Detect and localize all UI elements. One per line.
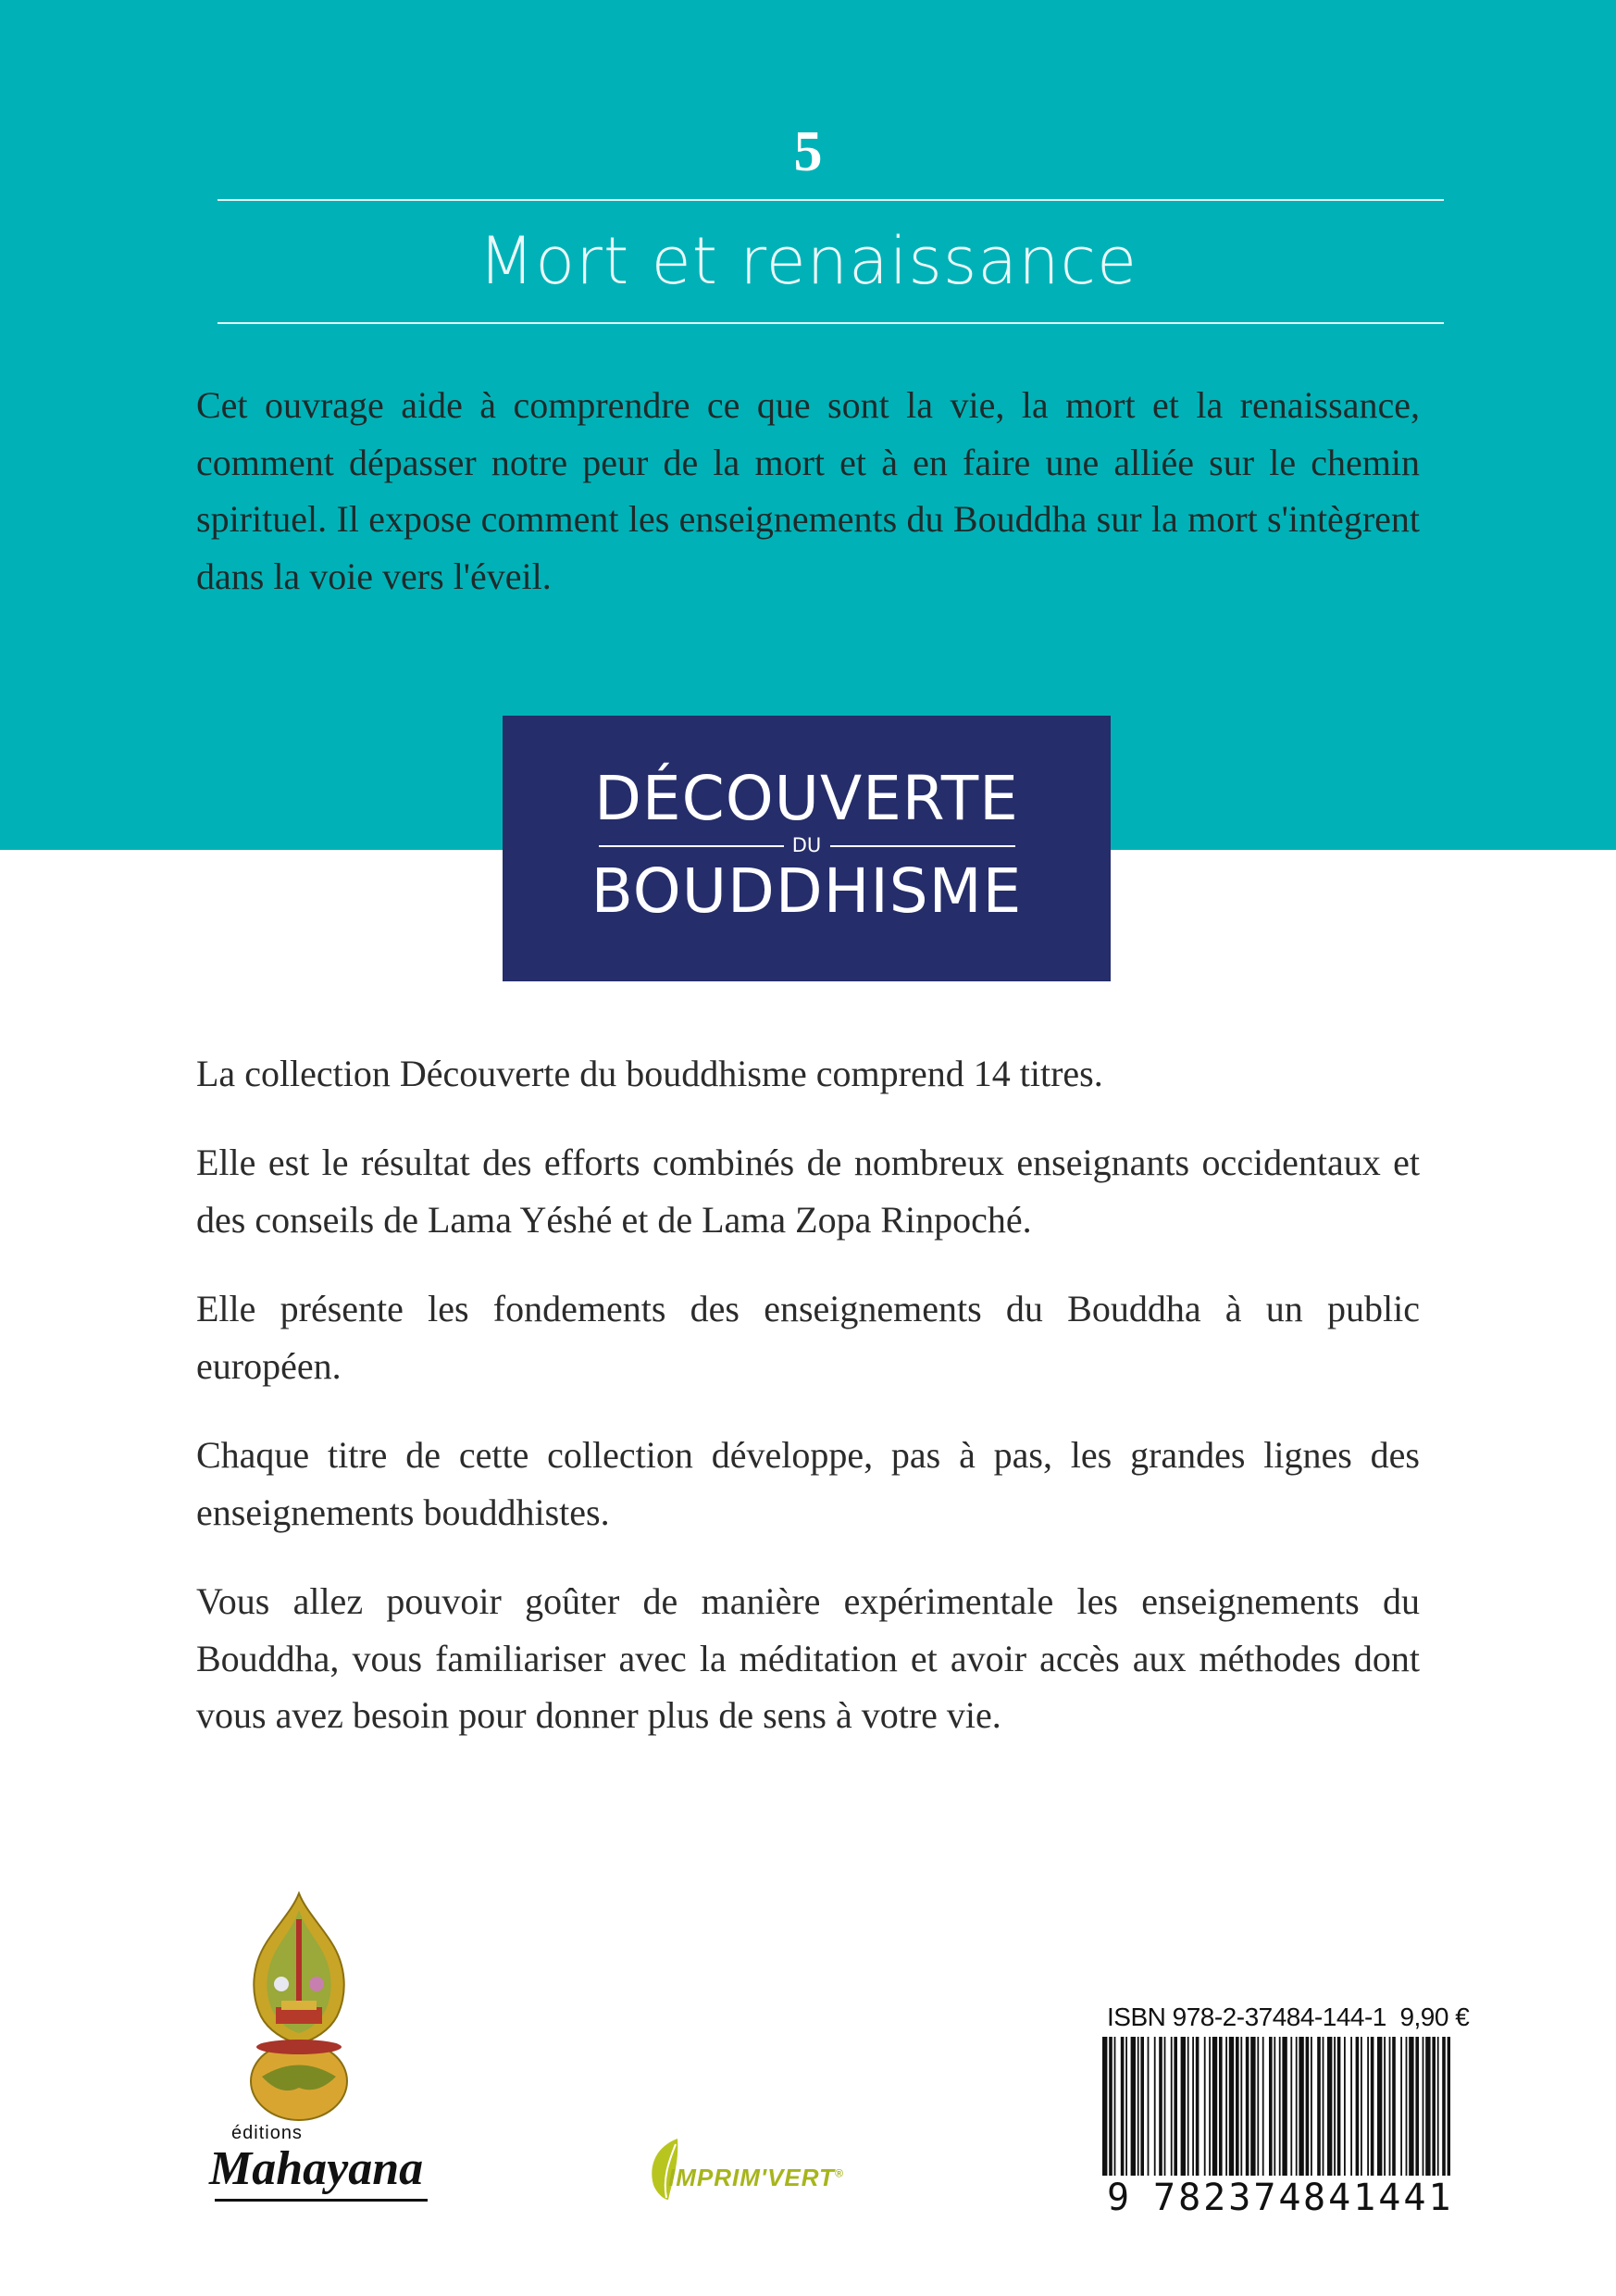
barcode-bar [1174,2037,1177,2176]
barcode-bar [1409,2037,1413,2176]
barcode-bar [1350,2037,1352,2176]
barcode-bar [1154,2037,1156,2176]
barcode-bar [1377,2037,1382,2176]
price: 9,90 € [1399,2003,1470,2031]
publisher-underline [215,2199,428,2202]
imprim-vert-label [668,2164,844,2192]
barcode-bar [1367,2037,1369,2176]
barcode-bar [1164,2037,1166,2176]
badge-line-decouverte: DÉCOUVERTE [594,763,1019,834]
collection-paragraph: Vous allez pouvoir goûter de manière expérimentale les enseignements du Bouddha, vous familiariser avec la méditation et avoir accès aux méthodes dont vous avez besoin pour donner plus de sens à votre vie. [196,1580,1420,1736]
barcode-bar [1311,2037,1312,2176]
barcode-bar [1148,2037,1150,2176]
collection-paragraph: Chaque titre de cette collection développe, pas à pas, les grandes lignes des enseignements bouddhistes. [196,1434,1420,1533]
barcode-bar [1323,2037,1324,2176]
barcode-bar [1192,2037,1194,2176]
imprim-vert-text: IMPRIM'VERT [668,2164,835,2191]
barcode-bar [1371,2037,1374,2176]
barcode-bar [1257,2037,1259,2176]
barcode-bar [1392,2037,1396,2176]
barcode-bar [1279,2037,1281,2176]
book-blurb: Cet ouvrage aide à comprendre ce que sont la vie, la mort et la renaissance, comment dépasser notre peur de la mort et à en faire une alliée sur le chemin spirituel. Il expose comment les enseignements du Bouddha sur la mort s'intègrent dans la voie vers l'éveil. [196,384,1420,597]
barcode-bar [1389,2037,1391,2176]
barcode-bar [1384,2037,1386,2176]
barcode-bar [1327,2037,1332,2176]
barcode-bar [1290,2037,1292,2176]
barcode-bar [1204,2037,1206,2176]
barcode-bar [1361,2037,1362,2176]
barcode-bar [1140,2037,1144,2176]
barcode [1100,2037,1450,2176]
badge-rule-right [830,845,1015,847]
title-rule-bottom [218,322,1444,324]
barcode-bar [1274,2037,1275,2176]
collection-paragraph: Elle présente les fondements des enseignements du Bouddha à un public européen. [196,1288,1420,1387]
barcode-bar [1337,2037,1341,2176]
barcode-bar [1400,2037,1402,2176]
barcode-bar [1442,2037,1446,2176]
barcode-bar [1437,2037,1439,2176]
barcode-bar [1306,2037,1310,2176]
barcode-bar [1356,2037,1360,2176]
barcode-bar [1432,2037,1436,2176]
barcode-bar [1114,2037,1116,2176]
barcode-bar [1209,2037,1211,2176]
barcode-bar [1282,2037,1287,2176]
volume-number: 5 [793,120,823,183]
collection-badge [503,716,1111,981]
barcode-bar [1246,2037,1249,2176]
barcode-bar [1448,2037,1450,2176]
barcode-right-digits: 841441 [1303,2177,1454,2219]
publisher-small-label: éditions [231,2123,303,2143]
barcode-bar [1262,2037,1264,2176]
barcode-bar [1269,2037,1273,2176]
barcode-bar [1159,2037,1162,2176]
badge-line-du: DU [791,834,822,856]
isbn-number: ISBN 978-2-37484-144-1 [1107,2003,1386,2031]
barcode-bar [1196,2037,1200,2176]
collection-paragraph: Elle est le résultat des efforts combinés de nombreux enseignants occidentaux et des conseils de Lama Yéshé et de Lama Zopa Rinpoché. [196,1142,1420,1241]
book-title: Mort et renaissance [478,223,1138,299]
barcode-bar [1406,2037,1408,2176]
barcode-bar [1317,2037,1321,2176]
barcode-bar [1296,2037,1298,2176]
barcode-bar [1187,2037,1189,2176]
publisher-name: Mahayana [209,2142,424,2195]
barcode-bar [1109,2037,1113,2176]
barcode-bar [1219,2037,1223,2176]
barcode-bar [1125,2037,1127,2176]
barcode-bar [1236,2037,1239,2176]
barcode-bar [1121,2037,1125,2176]
barcode-bar [1240,2037,1242,2176]
barcode-bar [1171,2037,1173,2176]
barcode-bar [1131,2037,1136,2176]
barcode-bar [1212,2037,1217,2176]
barcode-bar [1425,2037,1430,2176]
registered-mark: ® [834,2166,844,2180]
barcode-bar [1415,2037,1419,2176]
barcode-bar [1334,2037,1336,2176]
barcode-first-digit: 9 [1107,2177,1130,2219]
barcode-bar [1229,2037,1234,2176]
title-rule-top [218,199,1444,201]
barcode-bar [1344,2037,1346,2176]
barcode-bar [1181,2037,1186,2176]
barcode-bar [1102,2037,1107,2176]
barcode-bar [1299,2037,1303,2176]
barcode-bar [1250,2037,1255,2176]
barcode-left-digits: 782374 [1153,2177,1304,2219]
isbn-price-line [1107,2003,1469,2032]
barcode-bar [1137,2037,1139,2176]
collection-paragraph: La collection Découverte du bouddhisme comprend 14 titres. [196,1053,1103,1094]
barcode-bar [1225,2037,1227,2176]
barcode-bar [1423,2037,1424,2176]
badge-line-bouddhisme: BOUDDHISME [590,855,1023,927]
stupa-leaf-emblem-icon [248,1891,350,2123]
